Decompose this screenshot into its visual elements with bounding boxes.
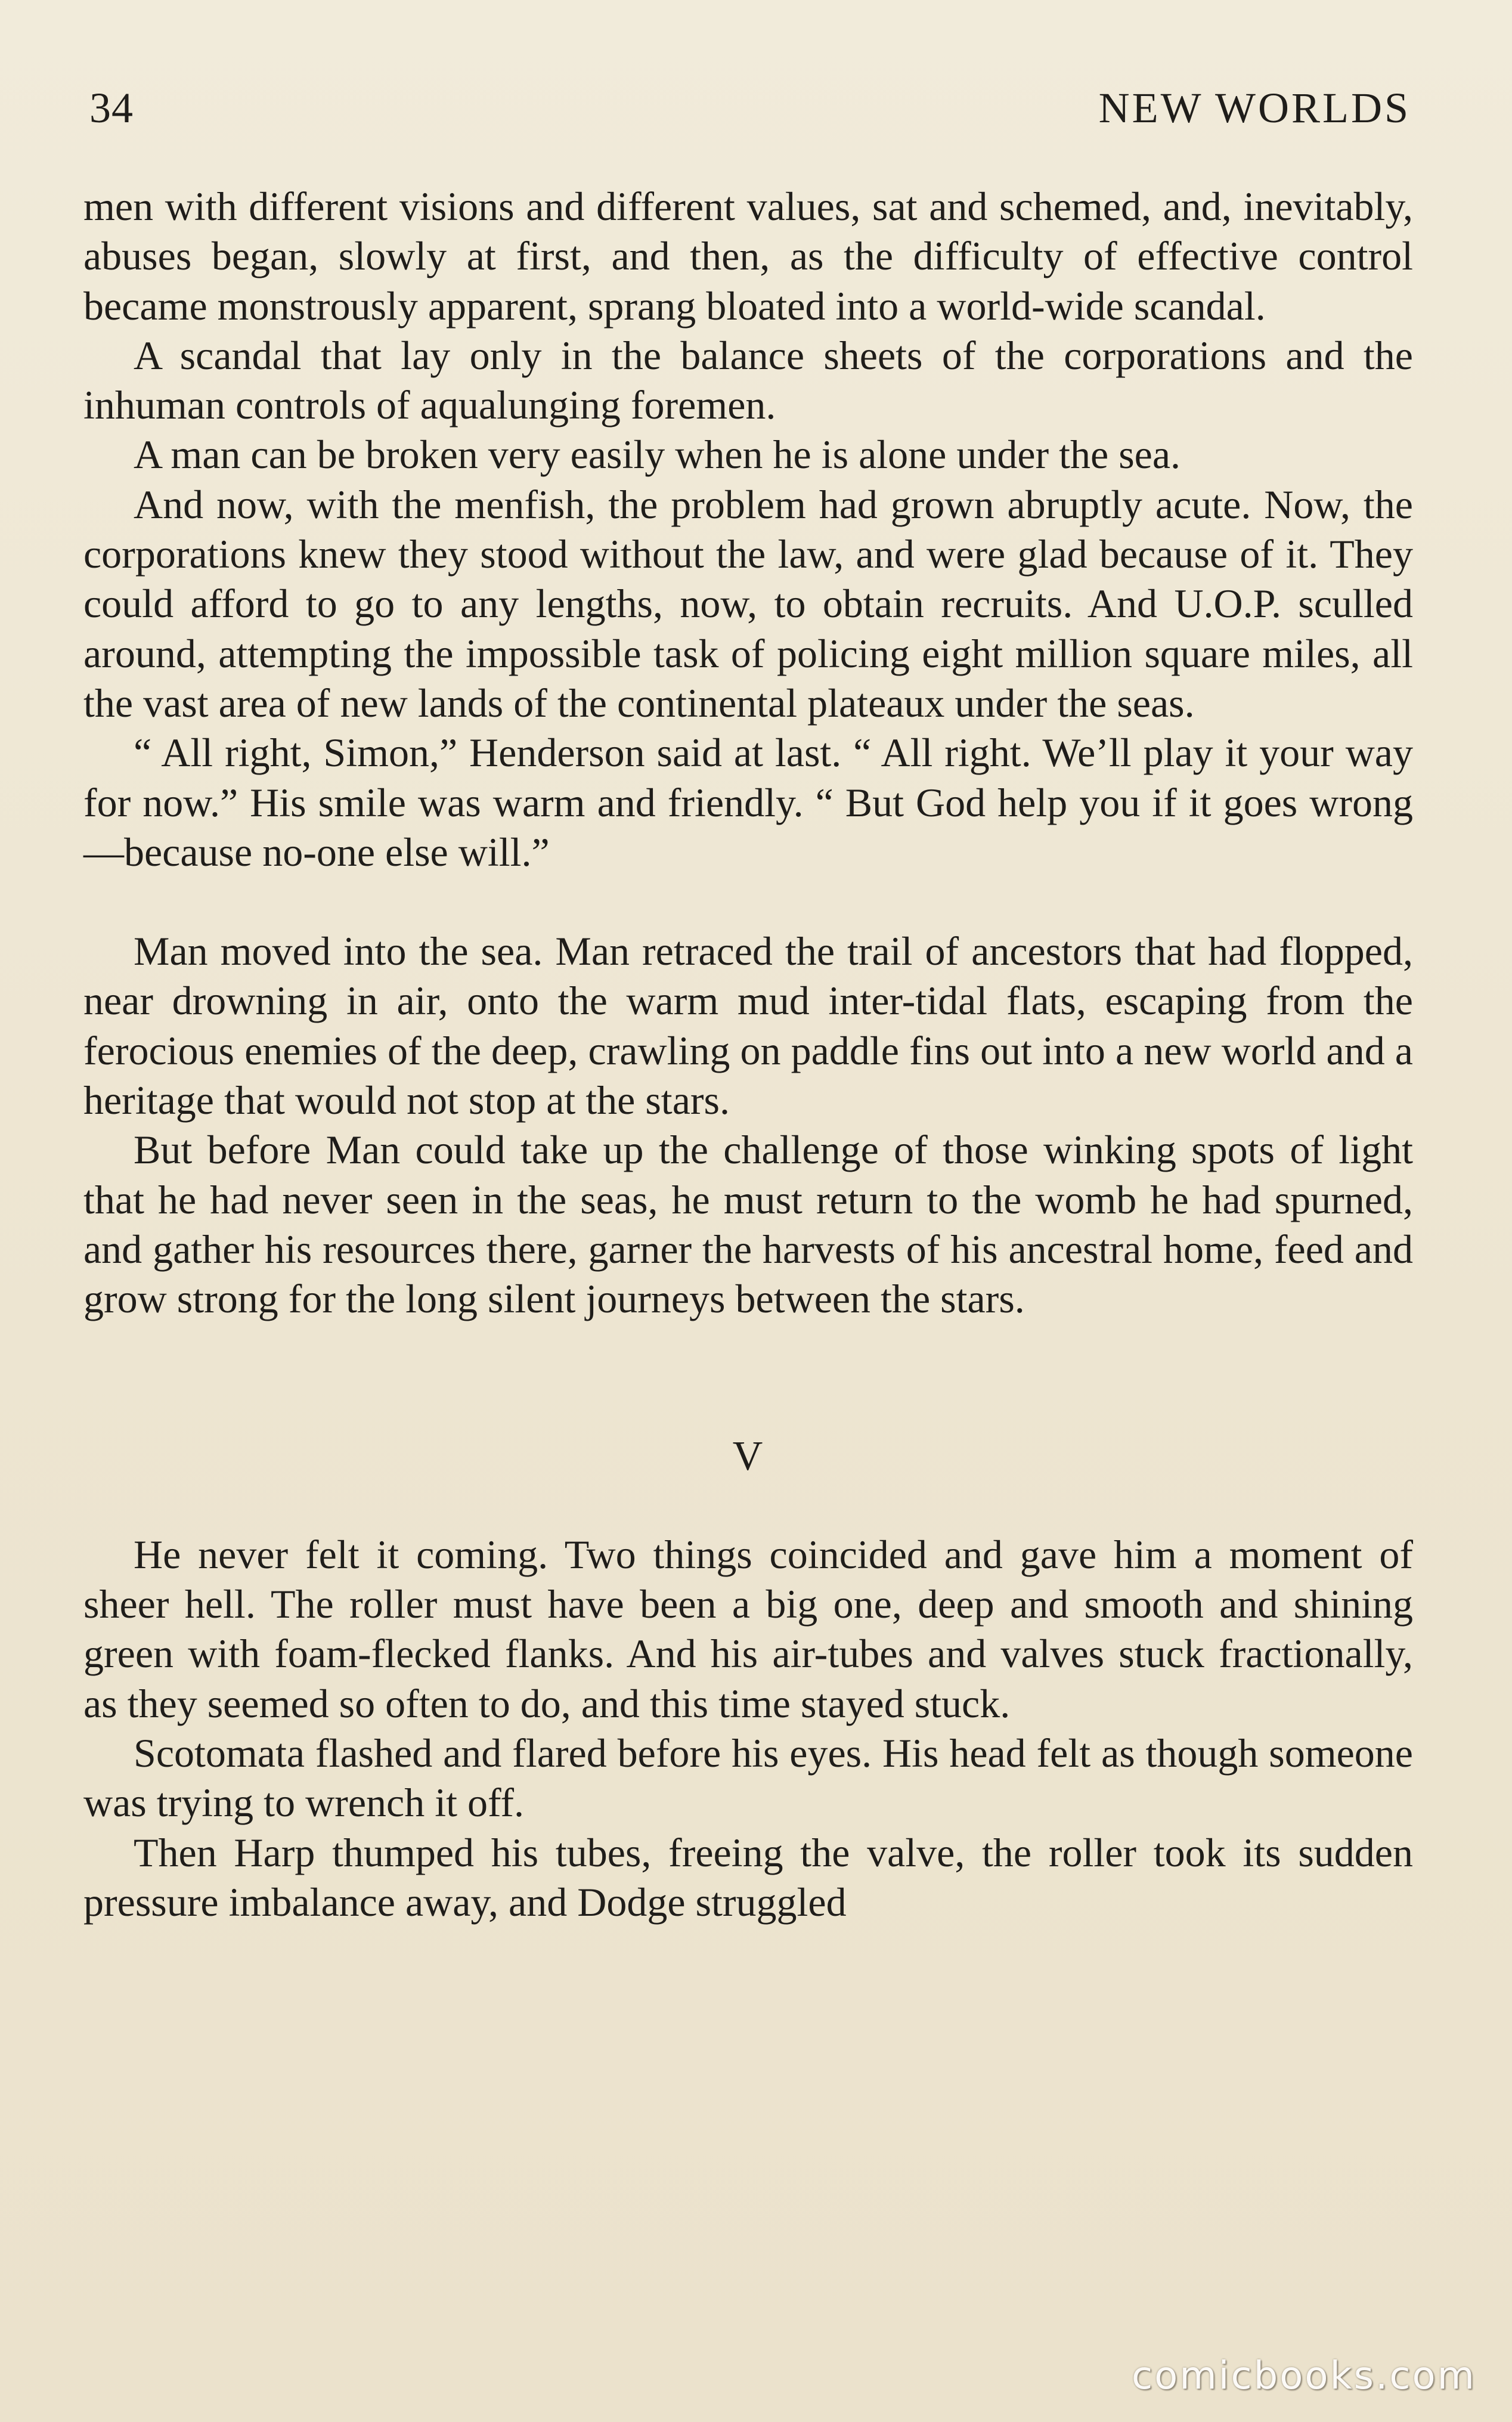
paragraph: A man can be broken very easily when he is alone under the sea.: [134, 432, 1181, 478]
page-number: 34: [89, 84, 134, 132]
paragraph: Scotomata flashed and flared before his eyes. His head felt as though someone was trying to wrench it off.: [83, 1730, 1413, 1826]
watermark: comicbooks.com: [1131, 2354, 1476, 2398]
paragraph: men with different visions and different values, sat and schemed, and, inevitably, abuses began, slowly at first, and then, as the difficulty of effective control became monstrously apparent, sprang bloated into a world-wide scandal.: [83, 184, 1413, 329]
paragraph: Then Harp thumped his tubes, freeing the valve, the roller took its sudden pressure imbalance away, and Dodge struggled: [83, 1829, 1413, 1925]
paragraph: Man moved into the sea. Man retraced the trail of ancestors that had flopped, near drowning in air, onto the warm mud inter-tidal flats, escaping from the ferocious enemies of the deep, crawling on paddle fins out into a new world and a heritage that would not stop at the stars.: [83, 928, 1413, 1123]
paragraph: A scandal that lay only in the balance sheets of the corporations and the inhuman controls of aqualunging foremen.: [83, 332, 1413, 428]
paragraph: But before Man could take up the challenge of those winking spots of light that he had never seen in the seas, he must return to the womb he had spurned, and gather his resources there, garner the harvests of his ancestral home, feed and grow strong for the long silent journeys between the stars.: [83, 1127, 1413, 1322]
running-head: NEW WORLDS: [1098, 84, 1411, 132]
spacer: [83, 1481, 1413, 1530]
body-text: [83, 182, 1413, 1927]
spacer: [83, 1324, 1413, 1432]
section-break: [83, 877, 1413, 927]
page-header: [89, 83, 1411, 143]
chapter-heading: V: [732, 1433, 764, 1479]
paragraph: He never felt it coming. Two things coincided and gave him a moment of sheer hell. The roller must have been a big one, deep and smooth and shining green with foam-flecked flanks. And his air-tubes and valves stuck fractionally, as they seemed so often to do, and this time stayed stuck.: [83, 1531, 1413, 1726]
paragraph: “ All right, Simon,” Henderson said at last. “ All right. We’ll play it your way for now.” His smile was warm and friendly. “ But God help you if it goes wrong—because no-one else will.”: [83, 730, 1413, 875]
paragraph: And now, with the menfish, the problem had grown abruptly acute. Now, the corporations knew they stood without the law, and were glad because of it. They could afford to go to any lengths, now, to obtain recruits. And U.O.P. sculled around, attempting the impossible task of policing eight million square miles, all the vast area of new lands of the continental plateaux under the seas.: [83, 481, 1413, 726]
